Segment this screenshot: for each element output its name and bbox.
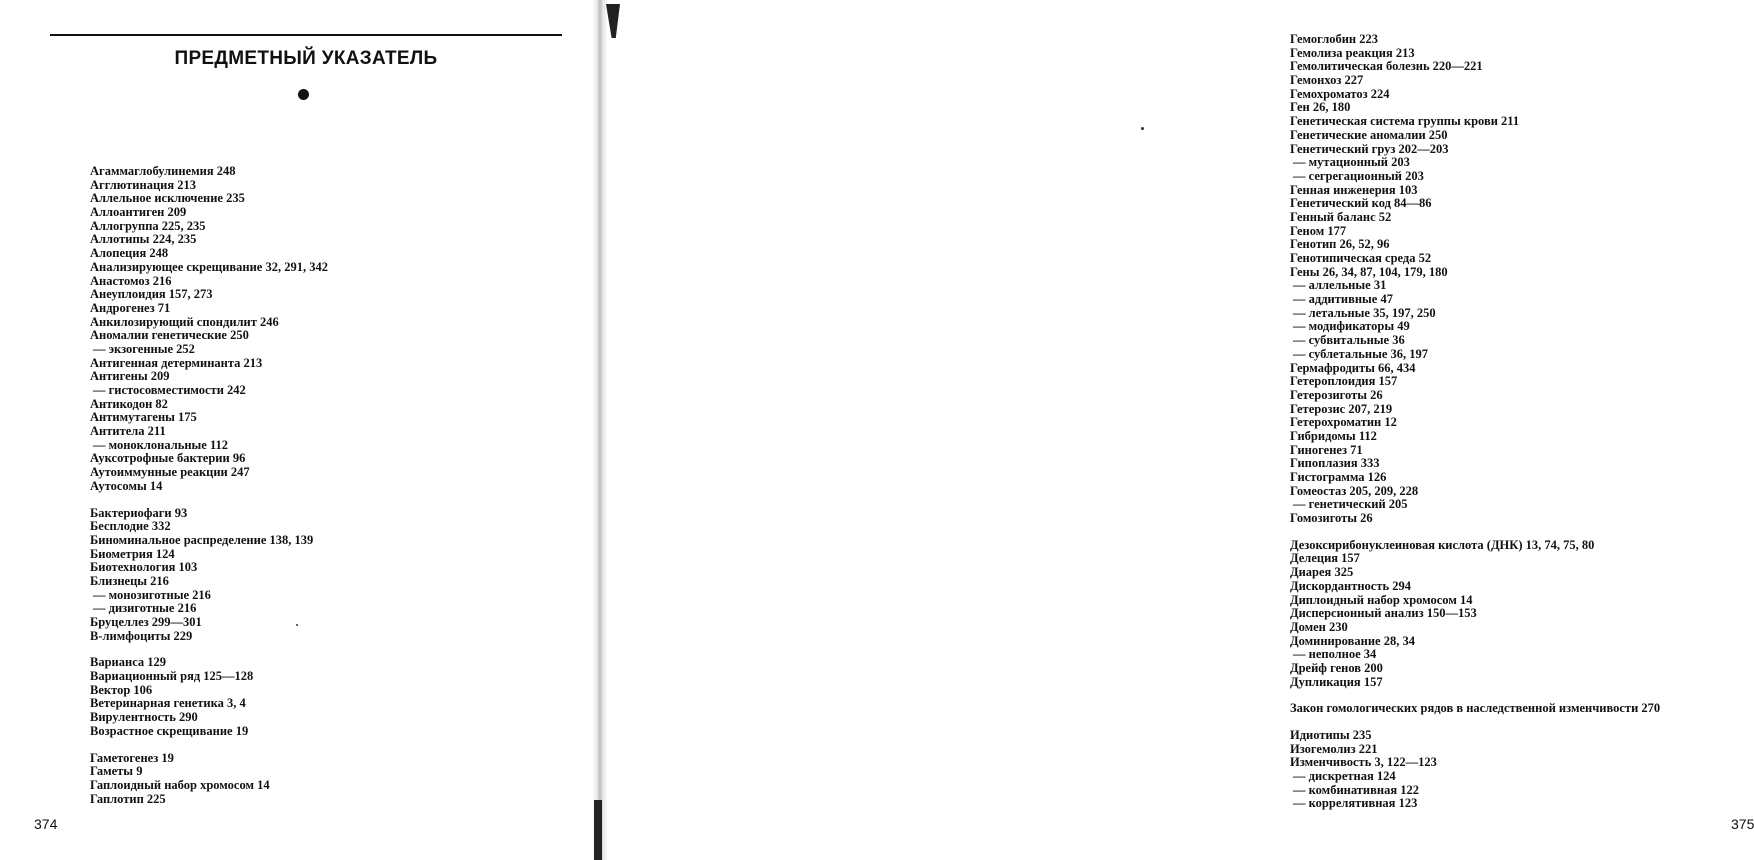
index-subentry: — аллельные 31 <box>1293 278 1387 293</box>
index-list-right <box>1290 33 1660 811</box>
page-number-left: 374 <box>34 816 58 832</box>
index-subentry: — модификаторы 49 <box>1293 319 1410 334</box>
index-entry: Генный баланс 52 <box>1290 209 1392 224</box>
index-subentry: — дискретная 124 <box>1293 769 1396 784</box>
index-entry: Гомеостаз 205, 209, 228 <box>1290 483 1419 498</box>
page-number-right: 375 <box>1731 816 1754 832</box>
index-entry: Вирулентность 290 <box>90 710 198 725</box>
index-entry: Генная инженерия 103 <box>1290 182 1418 197</box>
index-entry: Гипоплазия 333 <box>1290 456 1380 471</box>
index-entry: Гетерозиготы 26 <box>1290 387 1383 402</box>
index-entry: Гермафродиты 66, 434 <box>1290 360 1416 375</box>
index-entry: Аллотипы 224, 235 <box>90 232 197 247</box>
left-page <box>0 0 595 860</box>
index-entry: Геном 177 <box>1290 223 1347 238</box>
index-subentry: — сублетальные 36, 197 <box>1293 346 1429 361</box>
index-entry: Антикодон 82 <box>90 396 168 411</box>
index-entry: Гетероплоидия 157 <box>1290 374 1398 389</box>
index-entry: Ауксотрофные бактерии 96 <box>90 451 246 466</box>
index-entry: Гемохроматоз 224 <box>1290 86 1390 101</box>
index-entry: Аутоиммунные реакции 247 <box>90 465 250 480</box>
index-entry: Генотипическая среда 52 <box>1290 251 1432 265</box>
index-entry: Варианса 129 <box>90 655 167 670</box>
index-entry: Аллоантиген 209 <box>90 205 187 220</box>
index-entry: Бактериофаги 93 <box>90 505 188 520</box>
index-entry: Диплоидный набор хромосом 14 <box>1290 592 1473 607</box>
index-entry: Делеция 157 <box>1290 551 1360 566</box>
index-entry: Генетический груз 202—203 <box>1290 141 1449 156</box>
scan-speck <box>1141 127 1144 130</box>
index-subentry: — экзогенные 252 <box>93 341 195 356</box>
index-subentry: — аддитивные 47 <box>1293 292 1393 307</box>
page-title: ПРЕДМЕТНЫЙ УКАЗАТЕЛЬ <box>174 48 438 69</box>
index-entry: Изогемолиз 221 <box>1290 741 1378 756</box>
index-entry: Гемолиза реакция 213 <box>1290 45 1415 60</box>
index-entry: Анкилозирующий спондилит 246 <box>90 314 279 329</box>
index-entry: Генотип 26, 52, 96 <box>1290 237 1390 252</box>
index-subentry: — моноклональные 112 <box>93 437 229 452</box>
index-entry: Гемолитическая болезнь 220—221 <box>1290 59 1483 74</box>
index-subentry: — дизиготные 216 <box>93 601 197 616</box>
index-entry: Аномалии генетические 250 <box>90 328 249 343</box>
index-subentry: — мутационный 203 <box>1293 155 1410 170</box>
index-entry: Вариационный ряд 125—128 <box>90 669 254 684</box>
index-entry: Биометрия 124 <box>90 546 175 561</box>
index-entry: Вектор 106 <box>90 682 153 697</box>
section-spacer <box>90 739 328 752</box>
index-entry: Диарея 325 <box>1290 565 1354 580</box>
index-entry: Дезоксирибонуклеиновая кислота (ДНК) 13, 74, 75, 80 <box>1290 537 1595 552</box>
index-entry: Дупликация 157 <box>1290 674 1383 689</box>
index-entry: Бруцеллез 299—301 <box>90 615 202 629</box>
index-entry: Дрейф генов 200 <box>1290 660 1383 675</box>
index-entry: Гемоглобин 223 <box>1290 32 1378 46</box>
index-entry: Гаметы 9 <box>90 764 143 779</box>
index-entry: Анализирующее скрещивание 32, 291, 342 <box>90 259 328 274</box>
index-entry: Изменчивость 3, 122—123 <box>1290 755 1437 770</box>
index-entry: Гаплоидный набор хромосом 14 <box>90 777 270 792</box>
index-entry: Дискордантность 294 <box>1290 578 1411 593</box>
index-entry: Ген 26, 180 <box>1290 100 1351 115</box>
index-list-left <box>90 165 328 806</box>
index-entry: Домен 230 <box>1290 619 1348 634</box>
index-entry: Биноминальное распределение 138, 139 <box>90 532 314 547</box>
index-entry: Гетерохроматин 12 <box>1290 415 1397 430</box>
index-entry: Гибридомы 112 <box>1290 428 1377 443</box>
index-subentry: — субвитальные 36 <box>1293 333 1405 348</box>
index-entry: Генетическая система группы крови 211 <box>1290 114 1520 129</box>
index-entry: Гены 26, 34, 87, 104, 179, 180 <box>1290 264 1448 279</box>
index-entry: Гиногенез 71 <box>1290 442 1363 457</box>
index-subentry: — сегрегационный 203 <box>1293 168 1424 183</box>
index-entry: Возрастное скрещивание 19 <box>90 723 249 738</box>
index-entry: Гаметогенез 19 <box>90 750 174 765</box>
section-spacer <box>90 494 328 507</box>
index-entry: Бесплодие 332 <box>90 519 171 534</box>
index-entry: Биотехнология 103 <box>90 560 198 575</box>
index-entry: Антимутагены 175 <box>90 410 197 425</box>
top-rule <box>50 34 562 36</box>
bullet-ornament <box>298 89 309 100</box>
index-entry: Аллогруппа 225, 235 <box>90 218 206 233</box>
index-entry: Анастомоз 216 <box>90 273 172 288</box>
index-entry: Агглютинация 213 <box>90 177 196 192</box>
index-subentry: — гистосовместимости 242 <box>93 383 246 397</box>
index-entry: Доминирование 28, 34 <box>1290 633 1415 648</box>
index-entry: Антигенная детерминанта 213 <box>90 355 263 370</box>
scan-speck <box>296 624 298 626</box>
index-entry: В-лимфоциты 229 <box>90 628 193 643</box>
index-entry: Антитела 211 <box>90 424 166 439</box>
index-subentry: — комбинативная 122 <box>1293 782 1419 797</box>
index-entry: Гаплотип 225 <box>90 791 166 806</box>
right-page <box>600 0 1754 860</box>
index-subentry: — монозиготные 216 <box>93 587 211 602</box>
index-entry: Аутосомы 14 <box>90 478 163 493</box>
index-entry: Антигены 209 <box>90 369 170 384</box>
index-entry: Агаммаглобулинемия 248 <box>90 164 236 178</box>
section-spacer <box>1290 526 1660 539</box>
index-subentry: — неполное 34 <box>1293 647 1377 662</box>
index-entry: Близнецы 216 <box>90 573 169 588</box>
index-entry: Гемонхоз 227 <box>1290 73 1364 88</box>
index-entry: Алопеция 248 <box>90 246 169 261</box>
index-subentry: — генетический 205 <box>1293 497 1408 512</box>
index-entry: Генетический код 84—86 <box>1290 196 1432 211</box>
index-entry: Закон гомологических рядов в наследственной изменчивости 270 <box>1290 701 1661 716</box>
index-subentry: — летальные 35, 197, 250 <box>1293 305 1436 320</box>
index-entry: Андрогенез 71 <box>90 300 171 315</box>
index-entry: Гистограмма 126 <box>1290 470 1387 484</box>
index-entry: Анеуплоидия 157, 273 <box>90 287 213 302</box>
index-subentry: — коррелятивная 123 <box>1293 796 1418 811</box>
index-entry: Генетические аномалии 250 <box>1290 127 1448 142</box>
index-entry: Ветеринарная генетика 3, 4 <box>90 696 246 711</box>
index-entry: Дисперсионный анализ 150—153 <box>1290 606 1477 621</box>
index-entry: Гетерозис 207, 219 <box>1290 401 1393 416</box>
index-entry: Идиотипы 235 <box>1290 728 1372 742</box>
index-entry: Гомозиготы 26 <box>1290 511 1373 526</box>
index-entry: Аллельное исключение 235 <box>90 191 245 206</box>
